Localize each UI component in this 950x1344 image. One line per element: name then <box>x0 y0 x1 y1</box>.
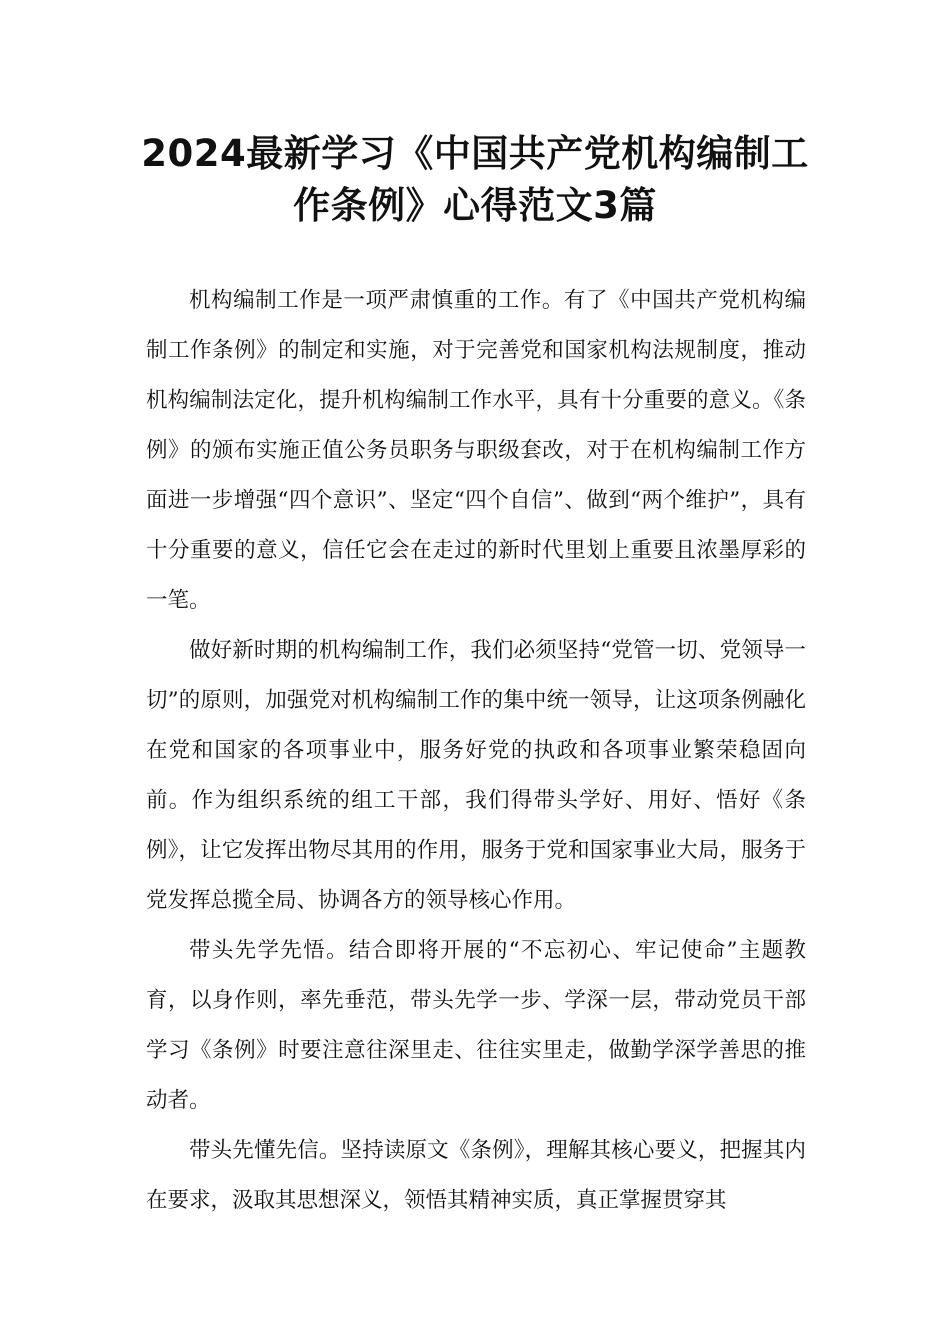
title-line-1: 2024最新学习《中国共产党机构编制工 <box>141 132 809 175</box>
paragraph-3: 带头先学先悟。结合即将开展的“不忘初心、牢记使命”主题教育，以身作则，率先垂范，带头先学一步、学深一层，带动党员干部学习《条例》时要注意往深里走、往往实里走，做勤学深学善思的推动者。 <box>146 938 806 1113</box>
paragraph-2: 做好新时期的机构编制工作，我们必须坚持“党管一切、党领导一切”的原则，加强党对机构编制工作的集中统一领导，让这项条例融化在党和国家的各项事业中，服务好党的执政和各项事业繁荣稳固向前。作为组织系统的组工干部，我们得带头学好、用好、悟好《条例》，让它发挥出物尽其用的作用，服务于党和国家事业大局，服务于党发挥总揽全局、协调各方的领导核心作用。 <box>146 638 806 913</box>
document-body <box>146 276 806 1226</box>
paragraph-1: 机构编制工作是一项严肃慎重的工作。有了《中国共产党机构编制工作条例》的制定和实施，对于完善党和国家机构法规制度，推动机构编制法定化，提升机构编制工作水平，具有十分重要的意义。《条例》的颁布实施正值公务员职务与职级套改，对于在机构编制工作方面进一步增强“四个意识”、坚定“四个自信”、做到“两个维护”，具有十分重要的意义，信任它会在走过的新时代里划上重要且浓墨厚彩的一笔。 <box>146 288 806 613</box>
paragraph-4: 带头先懂先信。坚持读原文《条例》，理解其核心要义，把握其内在要求，汲取其思想深义，领悟其精神实质，真正掌握贯穿其 <box>146 1138 806 1213</box>
title-line-2: 作条例》心得范文3篇 <box>293 184 657 227</box>
document-title <box>110 128 840 232</box>
